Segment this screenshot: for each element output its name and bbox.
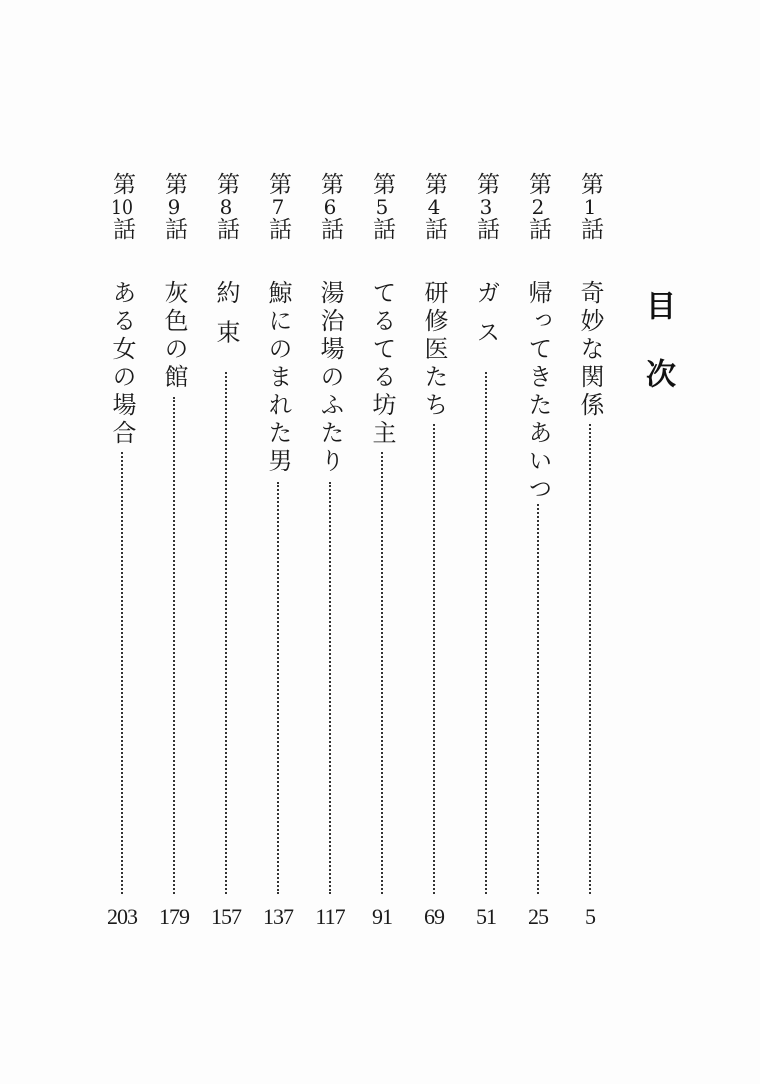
page-number: 179 <box>159 904 189 929</box>
chapter-label: 第8話 <box>213 172 239 242</box>
page-number: 51 <box>476 904 496 929</box>
dot-leader <box>277 482 279 894</box>
chapter-number: 3 <box>479 197 493 217</box>
chapter-title: 約 束 <box>212 280 240 348</box>
chapter-number: 7 <box>271 197 285 217</box>
toc-entry-4[interactable] <box>414 172 454 1042</box>
chapter-number: 4 <box>427 197 441 217</box>
dot-leader <box>381 452 383 894</box>
toc-entry-3[interactable] <box>466 172 506 1042</box>
toc-entry-5[interactable] <box>362 172 402 1042</box>
toc-entry-7[interactable] <box>258 172 298 1042</box>
chapter-label: 第5話 <box>369 172 395 242</box>
chapter-title: 灰色の館 <box>160 280 188 392</box>
dot-leader <box>485 372 487 894</box>
page-number: 25 <box>528 904 548 929</box>
page-number: 137 <box>263 904 293 929</box>
chapter-title: ある女の場合 <box>108 280 136 448</box>
chapter-title: てるてる坊主 <box>368 280 396 448</box>
chapter-number: 1 <box>583 197 597 217</box>
dot-leader <box>225 372 227 894</box>
chapter-label: 第9話 <box>161 172 187 242</box>
chapter-number: 10 <box>111 197 133 217</box>
chapter-label: 第3話 <box>473 172 499 242</box>
toc-heading: 目次 <box>640 290 675 426</box>
chapter-number: 9 <box>167 197 181 217</box>
chapter-label: 第1話 <box>577 172 603 242</box>
chapter-title: 研修医たち <box>420 280 448 420</box>
toc-entry-6[interactable] <box>310 172 350 1042</box>
toc-entry-1[interactable] <box>570 172 610 1042</box>
chapter-label: 第6話 <box>317 172 343 242</box>
chapter-title: 湯治場のふたり <box>316 280 344 476</box>
toc-entry-2[interactable] <box>518 172 558 1042</box>
page-number: 157 <box>211 904 241 929</box>
dot-leader <box>173 397 175 894</box>
chapter-label: 第2話 <box>525 172 551 242</box>
chapter-title: 帰ってきたあいつ <box>524 280 552 504</box>
dot-leader <box>589 424 591 894</box>
chapter-title: 奇妙な関係 <box>576 280 604 420</box>
page-number: 91 <box>372 904 392 929</box>
page-number: 203 <box>107 904 137 929</box>
page-number: 69 <box>424 904 444 929</box>
page-number: 117 <box>315 904 345 929</box>
toc-entry-9[interactable] <box>154 172 194 1042</box>
toc-entry-8[interactable] <box>206 172 246 1042</box>
dot-leader <box>537 504 539 894</box>
chapter-number: 8 <box>219 197 233 217</box>
chapter-title: ガ ス <box>472 280 500 348</box>
dot-leader <box>329 482 331 894</box>
dot-leader <box>433 424 435 894</box>
chapter-label: 第7話 <box>265 172 291 242</box>
page-number: 5 <box>585 904 595 929</box>
chapter-label: 第4話 <box>421 172 447 242</box>
chapter-title: 鯨にのまれた男 <box>264 280 292 476</box>
chapter-number: 6 <box>323 197 337 217</box>
chapter-label: 第10話 <box>109 172 135 242</box>
chapter-number: 2 <box>531 197 545 217</box>
chapter-number: 5 <box>375 197 389 217</box>
dot-leader <box>121 452 123 894</box>
toc-entry-10[interactable] <box>102 172 142 1042</box>
